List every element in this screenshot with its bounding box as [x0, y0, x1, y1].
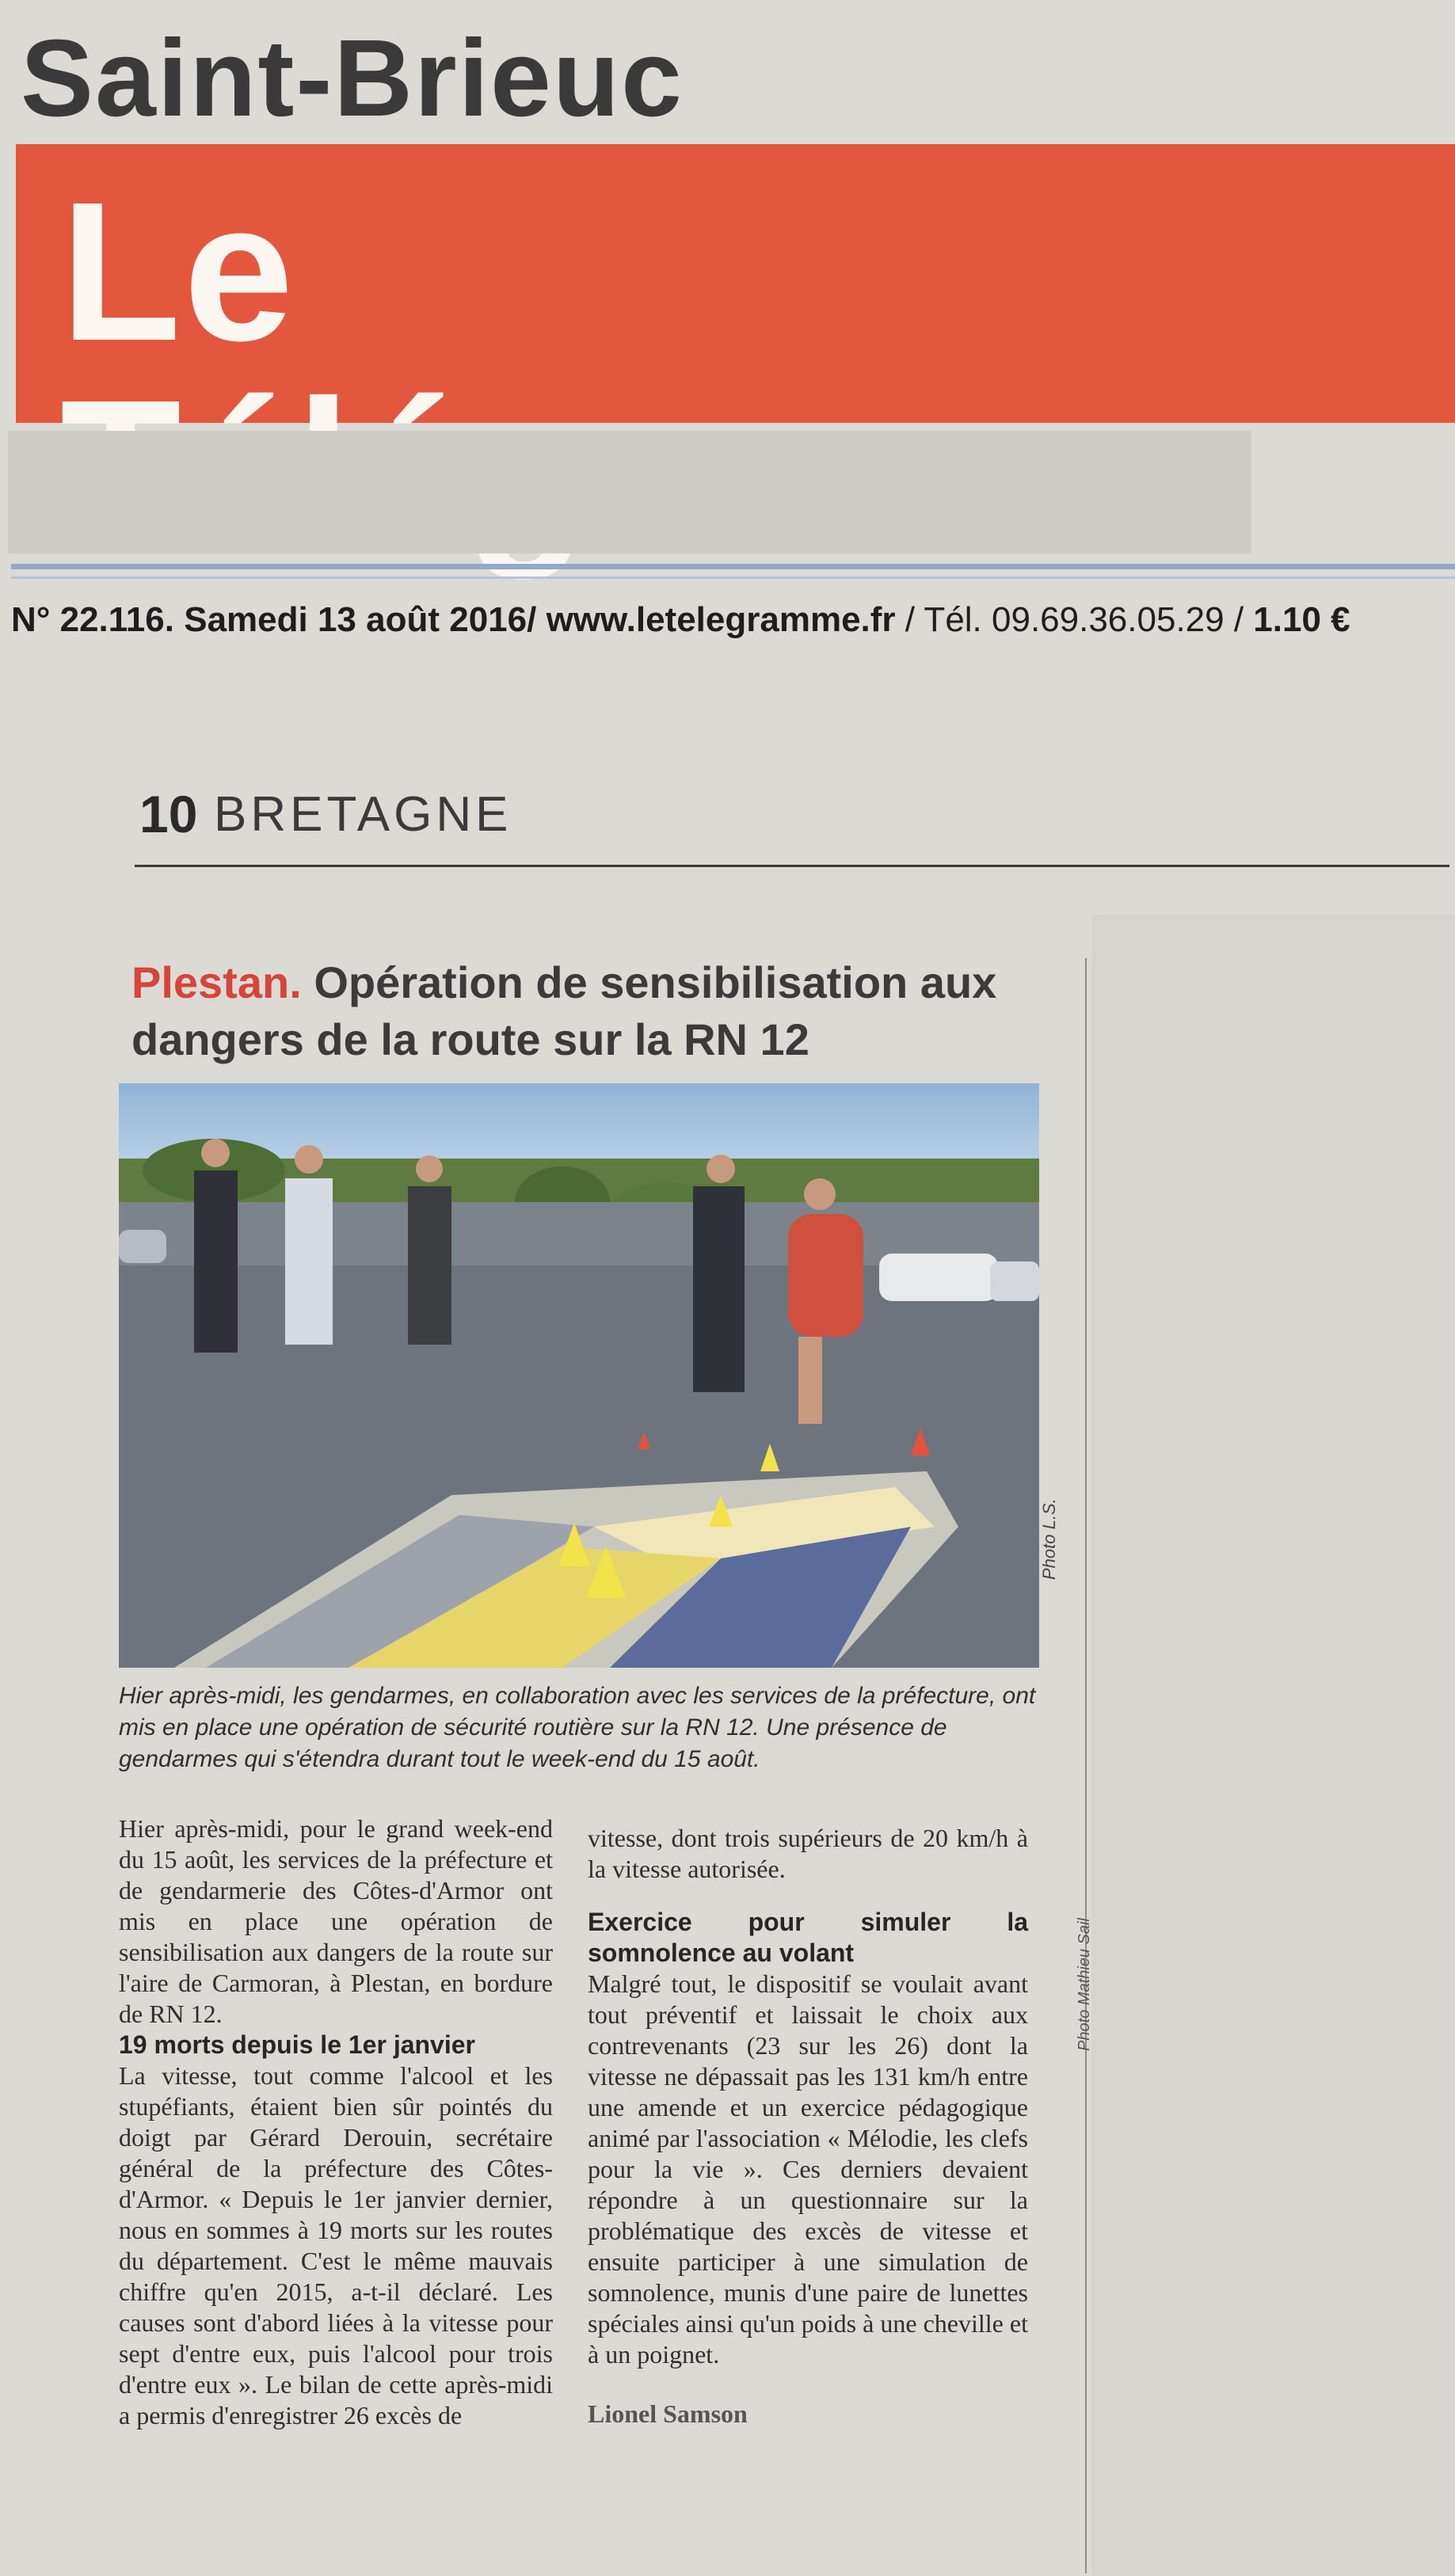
- issue-date: Samedi 13 août 2016/: [184, 600, 537, 639]
- newspaper-title: Le: [60, 161, 296, 382]
- masthead-city: Saint-Brieuc: [21, 17, 684, 139]
- issue-number: N° 22.116.: [11, 600, 174, 639]
- issue-website: www.letelegramme.fr: [546, 600, 896, 639]
- paragraph: La vitesse, tout comme l'alcool et les stupéfiants, étaient bien sûr pointés du doigt par Gérard Derouin, secrétaire général de la préfecture des Côtes-d'Armor. « Depuis le 1er janvier dernier, nous en sommes à 19 morts sur les routes du département. C'est le même mauvais chiffre qu'en 2015, a-t-il déclaré. Les causes sont d'abord liées à la vitesse pour sept d'entre eux, puis l'alcool pour trois d'entre eux ». Le bilan de cette après-midi a permis d'enregistrer 26 excès de: [119, 2061, 553, 2430]
- headline-text: Opération de sensibilisation aux dangers de la route sur la RN 12: [131, 957, 997, 1064]
- issue-phone: / Tél. 09.69.36.05.29 /: [905, 600, 1244, 639]
- column-rule: [1085, 958, 1087, 2574]
- divider: [11, 564, 1455, 569]
- article-photo: [119, 1083, 1039, 1668]
- photo-caption: Hier après-midi, les gendarmes, en collaboration avec les services de la préfecture, ont mis en place une opération de sécurité routière sur la RN 12. Une présence de gendarmes qui s'étendra durant tout le week-end du 15 août.: [119, 1683, 1036, 1772]
- article-column-1: [119, 1813, 553, 2431]
- photo-illustration: [119, 1083, 1039, 1668]
- photo-credit: Photo L.S.: [1039, 1498, 1059, 1580]
- article-headline: [131, 954, 1074, 1068]
- issue-line: [11, 600, 1350, 640]
- article-column-2: [588, 1823, 1028, 2430]
- paragraph: Hier après-midi, pour le grand week-end du 15 août, les services de la préfecture et de gendarmerie des Côtes-d'Armor ont mis en place une opération de sensibilisation aux dangers de la route sur l'aire de Carmoran, à Plestan, en bordure de RN 12.: [119, 1814, 553, 2028]
- section-name: BRETAGNE: [214, 787, 512, 842]
- paragraph: vitesse, dont trois supérieurs de 20 km/h à la vitesse autorisée.: [588, 1824, 1028, 1883]
- blank-band: [8, 431, 1251, 554]
- byline: Lionel Samson: [588, 2399, 748, 2428]
- issue-price: 1.10 €: [1253, 600, 1350, 639]
- subheading: Exercice pour simuler la somnolence au volant: [588, 1908, 1028, 1967]
- section-rule: [135, 865, 1449, 867]
- subheading: 19 morts depuis le 1er janvier: [119, 2030, 475, 2059]
- blank-area: [1091, 915, 1455, 2576]
- side-photo-credit: Photo Mathieu Sail: [1076, 1918, 1093, 2051]
- page-number: 10: [139, 785, 198, 843]
- divider: [11, 576, 1455, 579]
- paragraph: Malgré tout, le dispositif se voulait avant tout préventif et laissait le choix aux contrevenants (23 sur les 26) dont la vitesse ne dépassait pas les 131 km/h entre une amende et un exercice pédagogique animé par l'association « Mélodie, les clefs pour la vie ». Ces derniers devaient répondre à un questionnaire sur la problématique des excès de vitesse et ensuite participer à une simulation de somnolence, munis d'une paire de lunettes spéciales ainsi qu'un poids à une cheville et à un poignet.: [588, 1969, 1028, 2369]
- headline-location: Plestan.: [131, 957, 302, 1007]
